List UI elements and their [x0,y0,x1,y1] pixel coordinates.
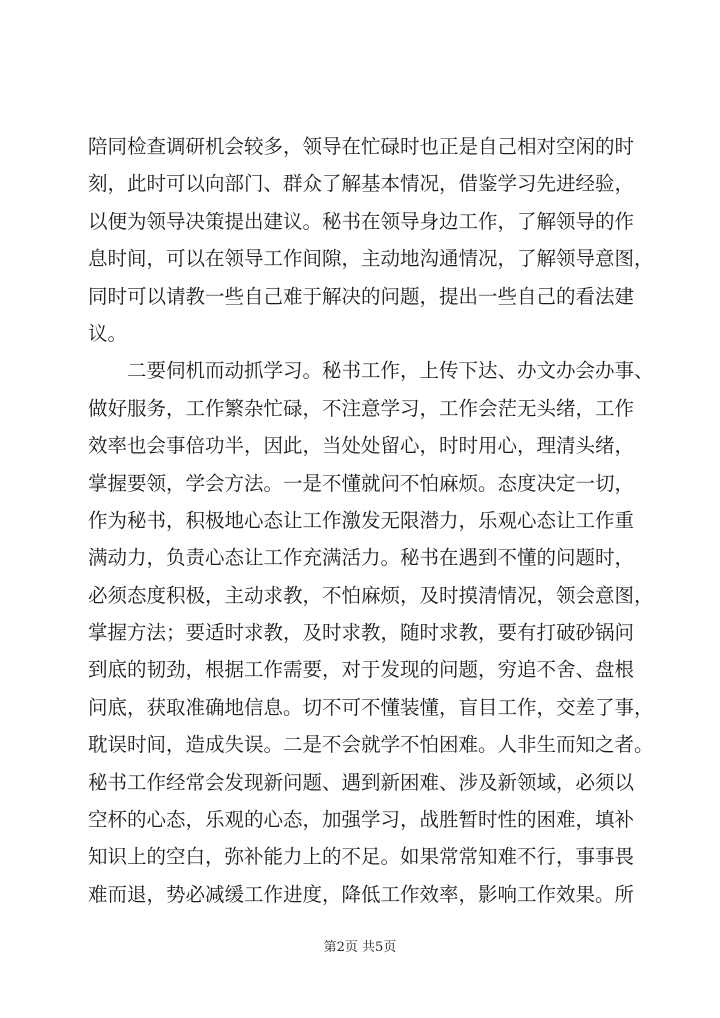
text-line: 以便为领导决策提出建议。秘书在领导身边工作，了解领导的作 [88,209,635,233]
text-line: 耽误时间，造成失误。二是不会就学不怕困难。人非生而知之者。 [88,733,654,757]
text-line: 空杯的心态，乐观的心态，加强学习，战胜暂时性的困难，填补 [88,808,635,832]
text-line: 到底的韧劲，根据工作需要，对于发现的问题，穷追不舍、盘根 [88,658,635,682]
body-text [88,128,654,913]
text-line: 满动力，负责心态让工作充满活力。秘书在遇到不懂的问题时， [88,546,635,570]
text-line: 作为秘书，积极地心态让工作激发无限潜力，乐观心态让工作重 [88,508,635,532]
text-line: 议。 [88,321,128,345]
text-line: 掌握方法；要适时求教，及时求教，随时求教，要有打破砂锅问 [88,621,635,645]
text-line: 陪同检查调研机会较多，领导在忙碌时也正是自己相对空闲的时 [88,135,635,158]
text-line: 必须态度积极，主动求教，不怕麻烦，及时摸清情况，领会意图， [88,583,654,607]
text-line: 做好服务，工作繁杂忙碌，不注意学习，工作会茫无头绪，工作 [88,396,635,420]
page-number-footer: 第2页 共5页 [323,940,397,955]
text-line: 知识上的空白，弥补能力上的不足。如果常常知难不行，事事畏 [88,845,635,869]
text-line: 同时可以请教一些自己难于解决的问题，提出一些自己的看法建 [88,284,635,308]
text-line: 效率也会事倍功半，因此，当处处留心，时时用心，理清头绪， [88,434,635,458]
text-line: 秘书工作经常会发现新问题、遇到新困难、涉及新领域，必须以 [88,770,635,794]
text-line: 问底，获取准确地信息。切不可不懂装懂，盲目工作，交差了事， [88,695,654,719]
text-line: 二要伺机而动抓学习。秘书工作，上传下达、办文办会办事、 [88,359,654,383]
text-line: 刻，此时可以向部门、群众了解基本情况，借鉴学习先进经验， [88,172,635,196]
text-line: 难而退，势必减缓工作进度，降低工作效率，影响工作效果。所 [88,882,635,906]
text-line: 息时间，可以在领导工作间隙，主动地沟通情况，了解领导意图， [88,247,654,271]
text-line: 掌握要领，学会方法。一是不懂就问不怕麻烦。态度决定一切， [88,471,635,495]
